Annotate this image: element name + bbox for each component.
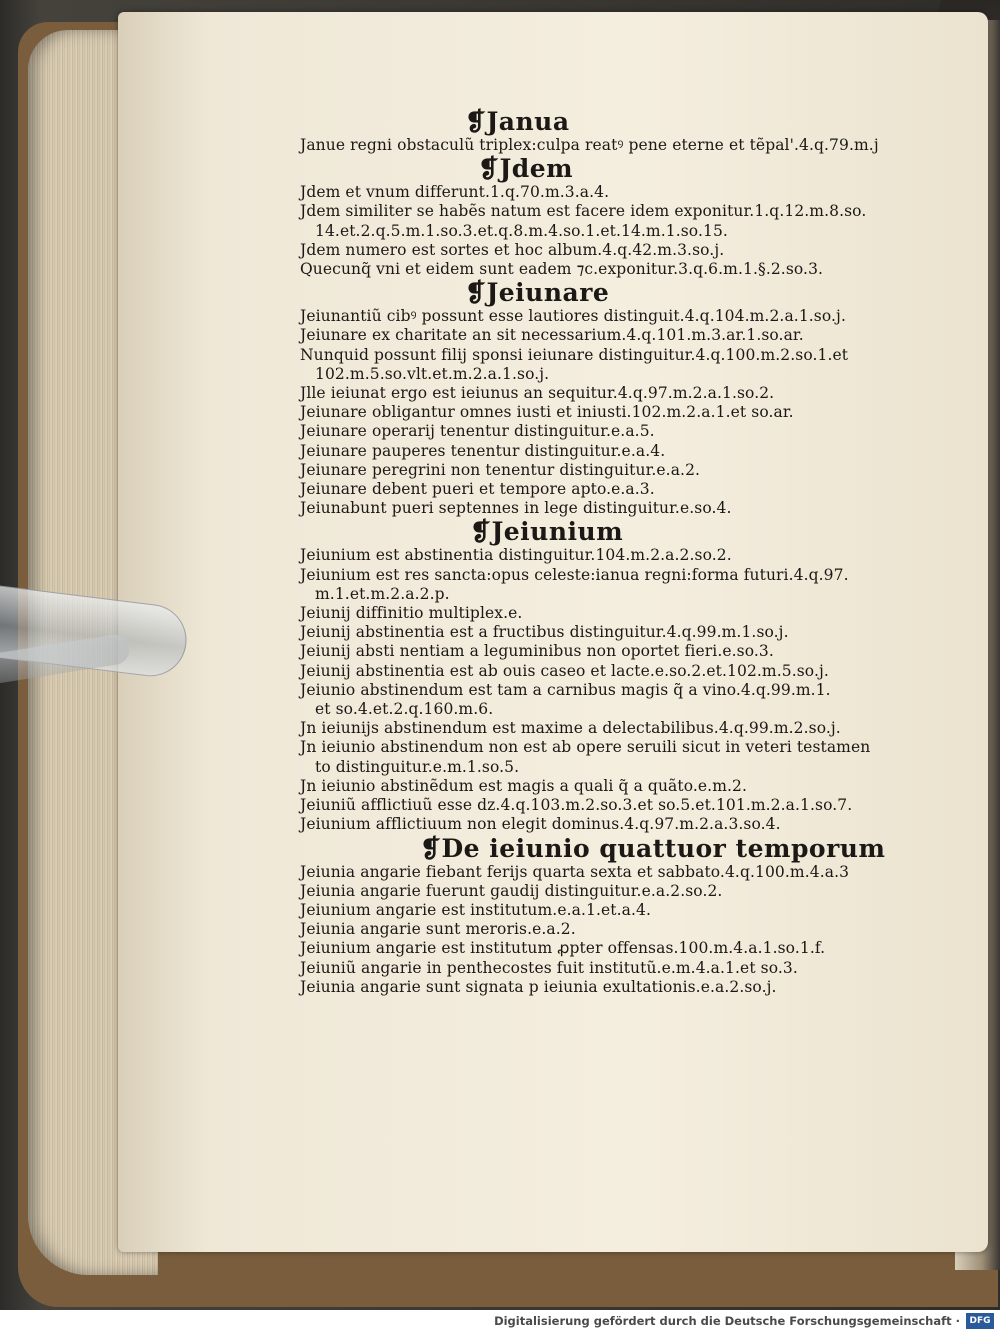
index-entry: Jdem similiter se habẽs natum est facere idem exponitur.1.q.12.m.8.so. <box>300 202 867 221</box>
index-section <box>300 279 905 518</box>
page-text <box>300 108 905 997</box>
index-entry: Jeiunare debent pueri et tempore apto.e.a.3. <box>300 480 655 499</box>
index-entry: Jn ieiunio abstinẽdum est magis a quali q̃ a quãto.e.m.2. <box>300 776 748 795</box>
index-entry: Jeiunium angarie est institutum.e.a.1.et.a.4. <box>300 900 651 919</box>
index-entry: Jeiunium est res sancta:opus celeste:ianua regni:forma futuri.4.q.97. <box>300 565 849 584</box>
index-entry: Jeiuniũ afflictiuũ esse dz.4.q.103.m.2.so.3.et so.5.et.101.m.2.a.1.so.7. <box>300 796 853 815</box>
footer-credit: Digitalisierung gefördert durch die Deutsche Forschungsgemeinschaft · <box>494 1314 960 1328</box>
index-section <box>300 108 905 155</box>
index-entry: Jeiunij diffinitio multiplex.e. <box>300 604 523 623</box>
index-entry: 14.et.2.q.5.m.1.so.3.et.q.8.m.4.so.1.et.14.m.1.so.15. <box>315 221 728 240</box>
index-entry: Jeiunare obligantur omnes iusti et iniusti.102.m.2.a.1.et so.ar. <box>300 403 794 422</box>
index-section <box>300 155 905 279</box>
index-entry: Jdem numero est sortes et hoc album.4.q.42.m.3.so.j. <box>300 240 725 259</box>
index-entry: Jeiunium est abstinentia distinguitur.104.m.2.a.2.so.2. <box>300 546 732 565</box>
index-entry: Jeiunium angarie est institutum ꝓpter offensas.100.m.4.a.1.so.1.f. <box>300 939 826 958</box>
index-entry: Jeiunare peregrini non tenentur distinguitur.e.a.2. <box>300 460 701 479</box>
index-entry: Jeiunium afflictiuum non elegit dominus.4.q.97.m.2.a.3.so.4. <box>300 815 781 834</box>
index-entry: Nunquid possunt filij sponsi ieiunare distinguitur.4.q.100.m.2.so.1.et <box>300 345 849 364</box>
index-entry: Jeiunantiũ cibꝰ possunt esse lautiores distinguit.4.q.104.m.2.a.1.so.j. <box>300 307 846 326</box>
index-entry: Jeiunare operarij tenentur distinguitur.e.a.5. <box>300 422 655 441</box>
index-entry: Jeiunia angarie sunt signata p ieiunia exultationis.e.a.2.so.j. <box>300 977 777 996</box>
index-entry: Jeiunare ex charitate an sit necessarium.4.q.101.m.3.ar.1.so.ar. <box>300 326 804 345</box>
index-entry: Jeiunia angarie fuerunt gaudij distinguitur.e.a.2.so.2. <box>300 881 723 900</box>
footer-bar <box>0 1310 1000 1333</box>
index-entry: Jdem et vnum differunt.1.q.70.m.3.a.4. <box>300 183 610 202</box>
section-heading: ❡Jeiunare <box>465 278 610 308</box>
section-heading: ❡Janua <box>465 107 570 136</box>
section-heading: ❡De ieiunio quattuor temporum <box>420 833 886 863</box>
index-entry: Janue regni obstaculũ triplex:culpa reatꝰ pene eterne et tẽpal'.4.q.79.m.j <box>300 136 879 154</box>
section-heading: ❡Jeiunium <box>470 517 624 547</box>
index-entry: Jeiunabunt pueri septennes in lege distinguitur.e.so.4. <box>300 499 732 518</box>
index-entry: Jeiunij abstinentia est ab ouis caseo et lacte.e.so.2.et.102.m.5.so.j. <box>300 661 829 680</box>
index-section <box>300 518 905 834</box>
dfg-logo-icon: DFG <box>966 1313 994 1329</box>
index-entry: Jeiunij absti nentiam a leguminibus non oportet fieri.e.so.3. <box>300 642 774 661</box>
index-entry: Quecunq̃ vni et eidem sunt eadem ⁊c.exponitur.3.q.6.m.1.§.2.so.3. <box>300 260 824 279</box>
index-entry: 102.m.5.so.vlt.et.m.2.a.1.so.j. <box>315 364 550 383</box>
index-section <box>300 835 905 997</box>
index-entry: Jeiunij abstinentia est a fructibus distinguitur.4.q.99.m.1.so.j. <box>300 623 789 642</box>
index-entry: Jn ieiunio abstinendum non est ab opere seruili sicut in veteri testamen <box>300 738 871 757</box>
index-entry: Jeiunio abstinendum est tam a carnibus magis q̃ a vino.4.q.99.m.1. <box>300 680 831 699</box>
index-entry: Jeiunia angarie sunt meroris.e.a.2. <box>300 920 576 939</box>
index-entry: to distinguitur.e.m.1.so.5. <box>315 757 520 776</box>
index-entry: m.1.et.m.2.a.2.p. <box>315 584 450 603</box>
section-heading: ❡Jdem <box>478 154 574 184</box>
index-entry: Jlle ieiunat ergo est ieiunus an sequitur.4.q.97.m.2.a.1.so.2. <box>300 384 775 403</box>
index-entry: Jeiuniũ angarie in penthecostes fuit institutũ.e.m.4.a.1.et so.3. <box>300 958 798 977</box>
index-entry: Jn ieiunijs abstinendum est maxime a delectabilibus.4.q.99.m.2.so.j. <box>300 719 841 738</box>
index-entry: Jeiunare pauperes tenentur distinguitur.e.a.4. <box>300 441 666 460</box>
index-entry: et so.4.et.2.q.160.m.6. <box>315 700 494 719</box>
index-entry: Jeiunia angarie fiebant ferijs quarta sexta et sabbato.4.q.100.m.4.a.3 <box>300 862 850 881</box>
